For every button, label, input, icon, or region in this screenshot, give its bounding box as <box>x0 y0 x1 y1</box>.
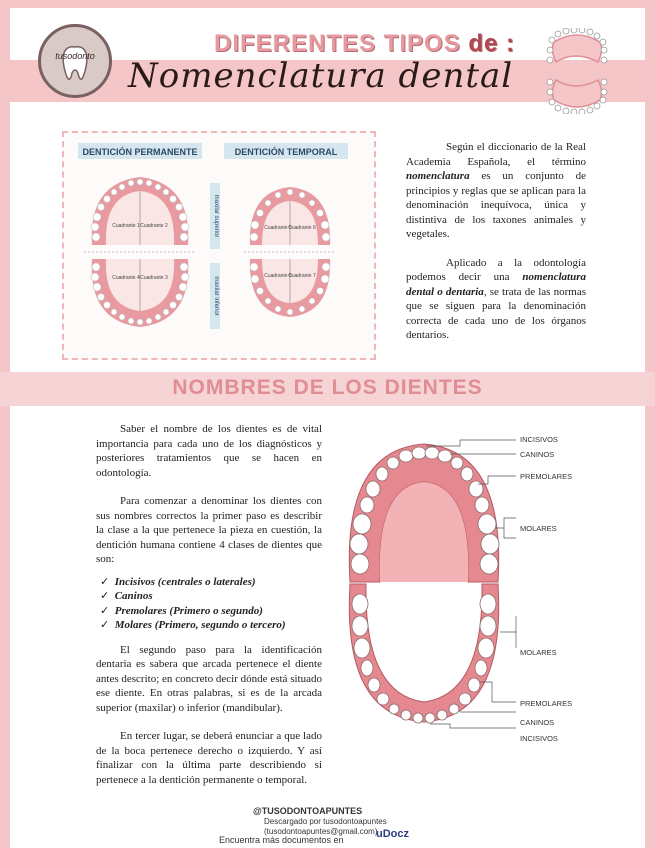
tooth-class-list <box>100 575 322 633</box>
body-paragraph-1: Saber el nombre de los dientes es de vital importancia para cada uno de los diagnósticos y posteriores tratamientos que se hacen en odontología. <box>96 423 322 479</box>
dentition-chart <box>62 131 376 360</box>
label-upper-caninos: CANINOS <box>520 450 555 459</box>
intro-text <box>406 140 586 357</box>
label-lower-incisivos: INCISIVOS <box>520 734 558 743</box>
teeth-anatomy-diagram <box>340 432 590 752</box>
label-upper-molares: MOLARES <box>520 524 557 533</box>
list-item: ✓ Incisivos (centrales o laterales) <box>100 575 322 590</box>
title-prefix: DIFERENTES TIPOS <box>214 30 461 57</box>
quadrant-4: Cuadrante 4 <box>112 275 140 281</box>
body-paragraph-4: En tercer lugar, se deberá enunciar a que lado de la boca pertenece derecho o izquierdo. Y así finalizar con la última parte describiendo si pertenece a la dentición permanente o temporal. <box>96 730 322 786</box>
permanent-label: DENTICIÓN PERMANENTE <box>82 147 198 157</box>
label-upper-incisivos: INCISIVOS <box>520 435 558 444</box>
list-item: ✓ Premolares (Primero o segundo) <box>100 604 322 619</box>
quadrant-7: Cuadrante 7 <box>288 273 316 279</box>
footer-downloaded: Descargado por tusodontoapuntes <box>264 817 387 826</box>
label-lower-molares: MOLARES <box>520 648 557 657</box>
body-paragraph-3: El segundo paso para la identificación dentaria es sabera que arcada pertenece el diente antes descrito; en concreto decir dónde está situado ese diente. En otras palabras, si es de la arcada superior (maxilar) o inferior (mandibular). <box>96 643 322 714</box>
label-lower-caninos: CANINOS <box>520 718 555 727</box>
dental-arch-decoration-icon <box>546 28 608 114</box>
title-connector: de : <box>468 30 516 57</box>
page-title-top <box>214 30 515 58</box>
logo-text: tusodonto <box>55 51 95 61</box>
intro-paragraph-2: Aplicado a la odontología podemos decir una nomenclatura dental o dentaria, se trata de las normas que se siguen para la denominación correcta de cada uno de los órganos dentarios. <box>406 256 586 341</box>
body-text <box>96 422 322 801</box>
page-title-main: Nomenclatura dental <box>128 56 514 96</box>
tooth-logo-icon <box>41 27 109 95</box>
temporary-label: DENTICIÓN TEMPORAL <box>234 147 338 157</box>
upper-jaw-label: maxilar superior <box>213 194 219 238</box>
quadrant-8: Cuadrante 8 <box>264 273 292 279</box>
intro-paragraph-1: Según el diccionario de la Real Academia Española, el término nomenclatura es un conjunto de principios y reglas que se aplican para la denominación inequívoca, única y distintiva de los taxones animales y vegetales. <box>406 141 586 240</box>
quadrant-3: Cuadrante 3 <box>140 275 168 281</box>
dentition-chart-drawing <box>64 133 374 358</box>
label-upper-premolares: PREMOLARES <box>520 472 573 481</box>
footer-find-more[interactable]: Encuentra más documentos en <box>219 835 344 845</box>
quadrant-5: Cuadrante 5 <box>264 225 292 231</box>
list-item: ✓ Caninos <box>100 589 322 604</box>
footer-handle: @TUSODONTOAPUNTES <box>253 806 363 816</box>
section-title: NOMBRES DE LOS DIENTES <box>172 376 483 399</box>
lower-jaw-label: maxilar inferior <box>213 276 219 316</box>
udocz-logo[interactable]: uDocz <box>376 828 409 840</box>
quadrant-6: Cuadrante 6 <box>288 225 316 231</box>
lower-gum <box>349 584 498 722</box>
body-paragraph-2: Para comenzar a denominar los dientes con sus nombres correctos la primer paso es describir la clase a la que pertenece la pieza en cuestión, la dentición humana contiene 4 clases de dientes que son: <box>96 495 322 565</box>
quadrant-1: Cuadrante 1 <box>112 223 140 229</box>
label-lower-premolares: PREMOLARES <box>520 699 573 708</box>
logo <box>38 24 112 98</box>
list-item: ✓ Molares (Primero, segundo o tercero) <box>100 618 322 633</box>
footer-email: (tusodontoapuntes@gmail.com) <box>264 827 378 836</box>
quadrant-2: Cuadrante 2 <box>140 223 168 229</box>
